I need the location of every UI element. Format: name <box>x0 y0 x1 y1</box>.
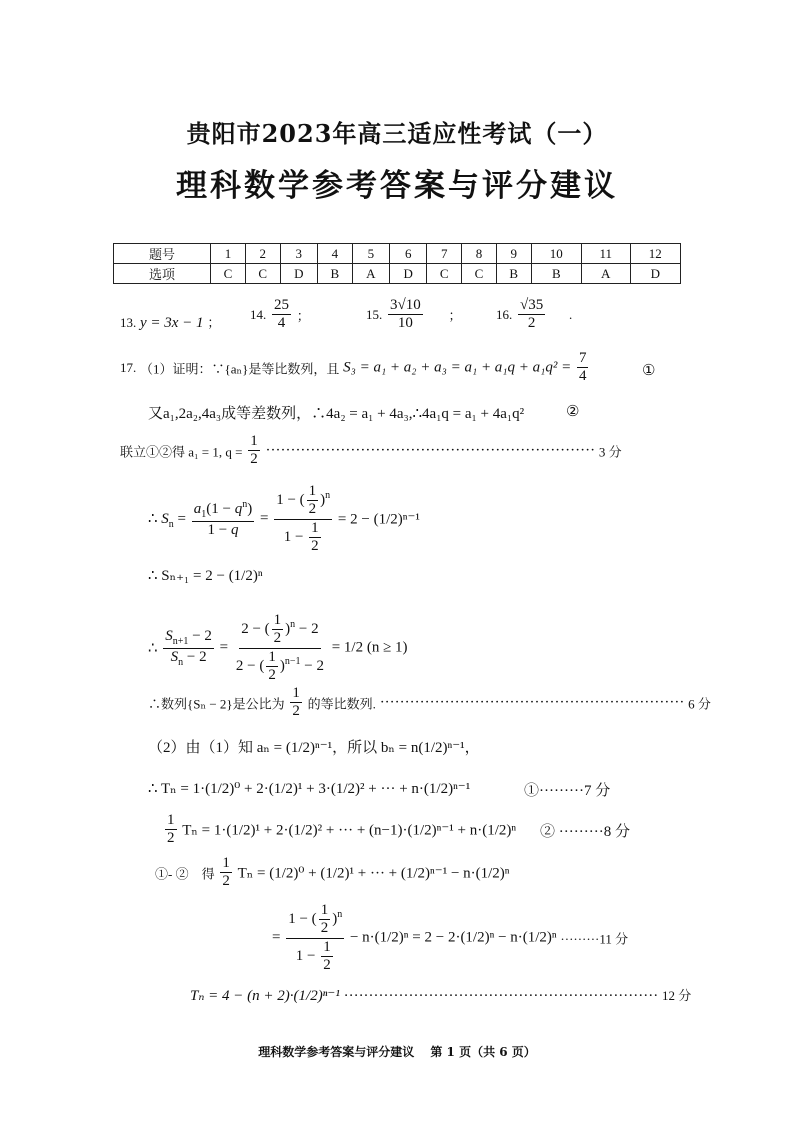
exam-title: 贵阳市2023年高三适应性考试（一） <box>186 119 608 148</box>
conclusion-part1: ∴数列{Sₙ − 2}是公比为 $\frac{1}{2}$ 的等比数列. ····························································· 6 分 <box>148 685 711 720</box>
question-number-row <box>114 244 681 264</box>
q13-answer: 13. y = 3x − 1 ； <box>120 315 221 331</box>
question-number: 4 <box>317 244 352 264</box>
equation-mark-1: ① <box>642 363 656 379</box>
question-number: 3 <box>280 244 317 264</box>
question-number: 9 <box>496 244 531 264</box>
question-number: 7 <box>427 244 462 264</box>
question-number: 6 <box>390 244 427 264</box>
answer-choice: C <box>427 264 462 284</box>
q15-answer: 15. $\frac{3√10}{10}$ ； <box>366 297 462 332</box>
answer-table <box>113 243 681 284</box>
answer-choice: C <box>462 264 497 284</box>
q17-line3: 联立①②得 a₁ = 1, q = $\frac{1}{2}$ ·································································· 3 分 <box>120 433 622 468</box>
ratio-formula: ∴ $\frac{S_{n+1} - 2}{S_n - 2}$ = 2 − ( $\frac{1}{2}$ )$^n$ − 2 2 − ( $\frac{1}{2}$ )$^{n-1}$ − 2 = 1/2 (n ≥ 1) <box>148 612 408 683</box>
question-number: 8 <box>462 244 497 264</box>
question-number: 1 <box>211 244 246 264</box>
page-footer: 理科数学参考答案与评分建议 第 1 页（共 6 页） <box>258 1045 536 1059</box>
question-number: 11 <box>581 244 630 264</box>
geometric-sum-line: = 1 − ( $\frac{1}{2}$ )$^n$ 1 − $\frac{1}{2}$ − n·(1/2)ⁿ = 2 − 2·(1/2)ⁿ − n·(1/2)ⁿ ·········11 分 <box>272 902 629 973</box>
part2-intro: （2）由（1）知 aₙ = (1/2)ⁿ⁻¹，所以 bₙ = n(1/2)ⁿ⁻¹， <box>148 740 480 756</box>
q16-answer: 16. $\frac{√35}{2}$ . <box>496 297 573 332</box>
answer-choice: B <box>531 264 581 284</box>
answer-choice: C <box>245 264 280 284</box>
answer-row <box>114 264 681 284</box>
answer-choice: D <box>630 264 680 284</box>
question-number: 12 <box>630 244 680 264</box>
row-label: 题号 <box>114 244 211 264</box>
score-7: ①·········7 分 <box>524 783 611 799</box>
question-number: 10 <box>531 244 581 264</box>
answer-key-title: 理科数学参考答案与评分建议 <box>176 168 618 204</box>
answer-choice: A <box>581 264 630 284</box>
answer-choice: D <box>390 264 427 284</box>
q14-answer: 14. $\frac{25}{4}$ ； <box>250 297 310 332</box>
final-result: Tₙ = 4 − (n + 2)·(1/2)ⁿ⁻¹ ······························································· 12 分 <box>190 988 692 1004</box>
answer-choice: C <box>211 264 246 284</box>
answer-choice: B <box>496 264 531 284</box>
row-label: 选项 <box>114 264 211 284</box>
question-number: 2 <box>245 244 280 264</box>
answer-choice: A <box>352 264 389 284</box>
sn-formula: ∴ $S_n$ = $\frac{a_1(1 - q^n)}{1 - q}$ = 1 − ( $\frac{1}{2}$ )$^n$ 1 − $\frac{1}{2}$ = 2 − (1/2)ⁿ⁻¹ <box>148 483 420 554</box>
question-number: 5 <box>352 244 389 264</box>
score-8: ② ·········8 分 <box>540 824 630 840</box>
sn-plus-1-formula: ∴ Sₙ₊₁ = 2 − (1/2)ⁿ <box>148 568 263 584</box>
equation-mark-2: ② <box>566 404 580 420</box>
half-tn-sum: $\frac{1}{2}$ Tₙ = 1·(1/2)¹ + 2·(1/2)² + ··· + (n−1)·(1/2)ⁿ⁻¹ + n·(1/2)ⁿ <box>167 812 517 847</box>
answer-choice: D <box>280 264 317 284</box>
tn-sum: ∴ Tₙ = 1·(1/2)⁰ + 2·(1/2)¹ + 3·(1/2)² + ··· + n·(1/2)ⁿ⁻¹ <box>148 781 471 797</box>
q17-line2: 又a₁,2a₂,4a₃成等差数列，∴4a₂ = a₁ + 4a₃,∴4a₁q = a₁ + 4a₁q² <box>148 406 525 422</box>
q17-line1: 17. （1）证明：∵{aₙ}是等比数列，且 S₃ = a₁ + a₂ + a₃ = a₁ + a₁q + a₁q² = $\frac{7}{4}$ <box>120 350 587 385</box>
answer-choice: B <box>317 264 352 284</box>
subtract-line: ①- ② 得 $\frac{1}{2}$ Tₙ = (1/2)⁰ + (1/2)¹ + ··· + (1/2)ⁿ⁻¹ − n·(1/2)ⁿ <box>155 855 510 890</box>
